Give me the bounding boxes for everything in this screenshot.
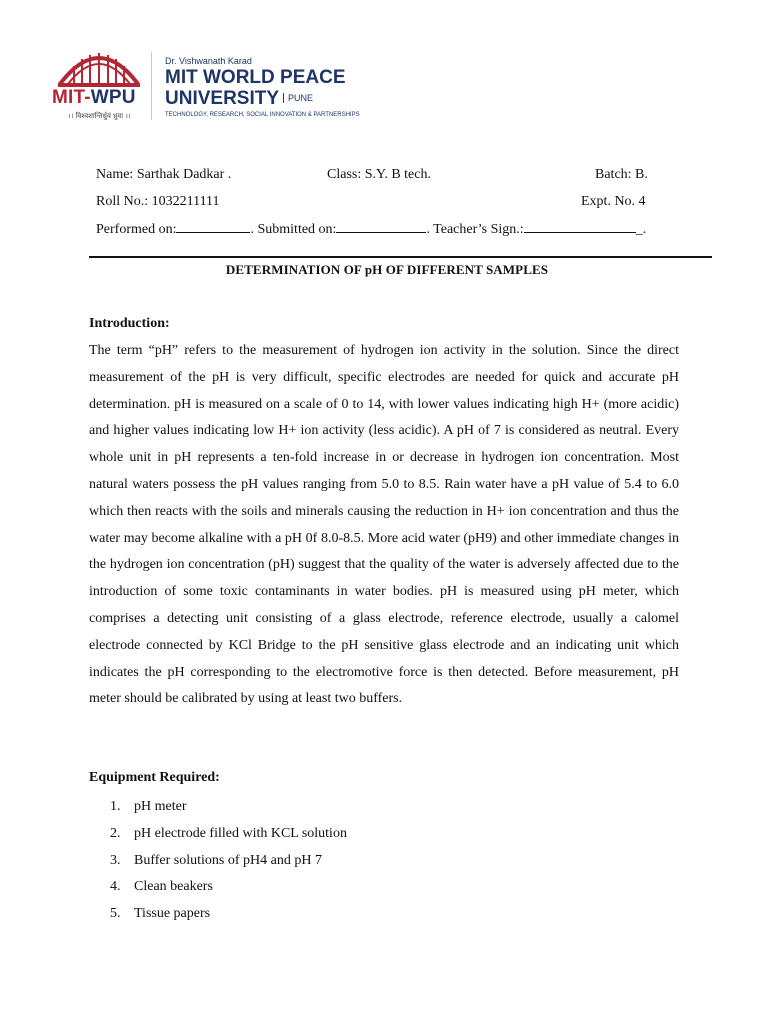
sanskrit-motto: ।। विश्वशान्तिर्ध्रुवं ध्रुवा ।।	[68, 112, 131, 120]
experiment-title: DETERMINATION OF pH OF DIFFERENT SAMPLES	[225, 262, 549, 277]
list-item	[110, 901, 347, 928]
list-item	[110, 874, 347, 901]
list-item-text: Tissue papers	[134, 906, 211, 922]
list-item	[110, 848, 347, 875]
brand-wpu: WPU	[90, 87, 136, 108]
brand-wordmark	[52, 87, 136, 109]
student-class: Class: S.Y. B tech.	[327, 167, 431, 182]
list-item	[110, 794, 347, 821]
header-divider	[151, 52, 152, 120]
dates-signature-line	[96, 220, 646, 238]
teacher-sign-blank	[524, 220, 636, 233]
introduction-heading: Introduction:	[89, 316, 170, 331]
teacher-sign-label: . Teacher’s Sign.:	[426, 222, 524, 237]
list-item-number: 5.	[110, 906, 121, 922]
list-item-text: pH meter	[134, 799, 187, 814]
equipment-heading: Equipment Required:	[89, 770, 220, 785]
submitted-label: . Submitted on:	[250, 222, 337, 237]
list-item-number: 1.	[110, 799, 121, 814]
performed-blank	[176, 220, 250, 233]
university-logo	[52, 40, 146, 125]
performed-label: Performed on:	[96, 222, 177, 237]
list-item-number: 4.	[110, 879, 121, 895]
experiment-number: Expt. No. 4	[581, 194, 646, 209]
line-trailer: _.	[635, 222, 647, 237]
equipment-list	[110, 794, 347, 928]
list-item-number: 2.	[110, 825, 121, 841]
university-name-block	[165, 56, 360, 118]
brand-mit: MIT	[52, 87, 85, 108]
horizontal-rule	[89, 256, 712, 258]
city-label: PUNE	[283, 93, 313, 103]
list-item	[110, 821, 347, 848]
list-item-number: 3.	[110, 852, 121, 868]
list-item-text: pH electrode filled with KCL solution	[134, 825, 347, 841]
list-item-text: Buffer solutions of pH4 and pH 7	[134, 852, 322, 868]
founder-name: Dr. Vishwanath Karad	[165, 56, 252, 66]
brand-dash: -	[84, 87, 91, 108]
university-header	[50, 40, 370, 125]
university-name-line1: MIT WORLD PEACE	[165, 67, 346, 88]
student-name: Name: Sarthak Dadkar .	[96, 167, 232, 182]
student-batch: Batch: B.	[595, 167, 648, 182]
list-item-text: Clean beakers	[134, 879, 213, 895]
university-name-word: UNIVERSITY	[165, 88, 280, 109]
roll-number: Roll No.: 1032211111	[96, 194, 220, 209]
introduction-paragraph: The term “pH” refers to the measurement of hydrogen ion activity in the solution. Since the direct measurement of the pH is very difficult, specific electrodes are needed for quick and accurate pH determination. pH is measured on a scale of 0 to 14, with lower values indicating high H+ (more acidic) and higher values indicating low H+ ion activity (less acidic). A pH of 7 is considered as neutral. Every whole unit in pH represents a ten-fold increase in or decrease in hydrogen ion concentration. Most natural waters possess the pH values ranging from 5.0 to 8.5. Rain water have a pH value of 5.4 to 6.0 which then reacts with the soils and minerals causing the reduction in H+ ion concentration and thus the water may become alkaline with a pH 0f 8.0-8.5. More acid water (pH9) and other immediate changes in the hydrogen ion concentration (pH) suggest that the quality of the water is adversely affected due to the introduction of some toxic contaminants in water bodies. pH is measured using pH meter, which comprises a detecting unit consisting of a glass electrode, reference electrode, usually a calomel electrode connected by KCl Bridge to the pH sensitive glass electrode and an indicating unit which indicates the pH corresponding to the electromotive force is then detected. Before measurement, pH meter should be calibrated by using at least two buffers.	[89, 343, 679, 707]
university-name-line2	[165, 88, 360, 109]
submitted-blank	[336, 220, 426, 233]
university-tagline: TECHNOLOGY, RESEARCH, SOCIAL INNOVATION & PARTNERSHIPS	[165, 112, 360, 118]
dome-logo-icon	[52, 40, 146, 90]
